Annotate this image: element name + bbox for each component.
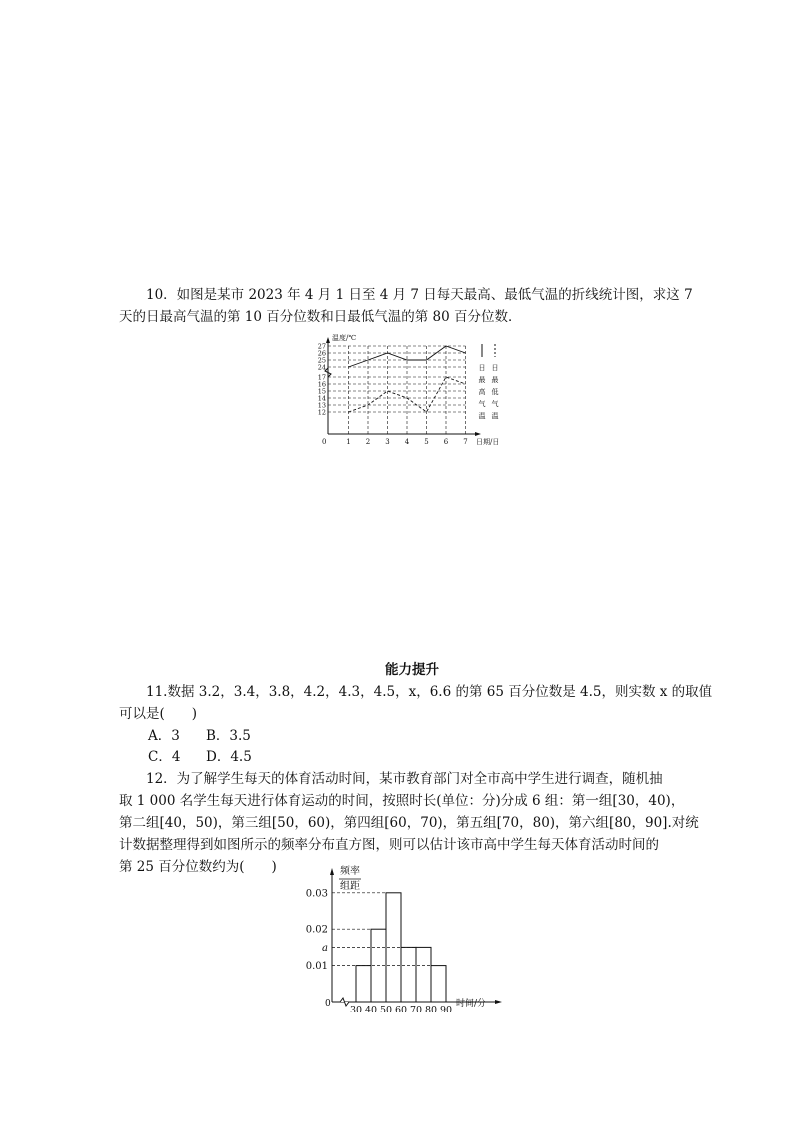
q11-option-c: C．4 [148, 749, 181, 765]
frequency-histogram [298, 862, 518, 1012]
c2-origin: 0 [325, 999, 331, 1009]
c1-xtick-label: 1 [346, 438, 351, 446]
c2-xtick-label: 60 [394, 1005, 408, 1012]
c2-ytick-label: 0.01 [305, 961, 328, 973]
q12-line1: 12．为了解学生每天的体育活动时间，某市教育部门对全市高中学生进行调查，随机抽 [146, 771, 663, 787]
c1-legend-char: 日 [491, 364, 499, 372]
c1-ytick-label: 25 [318, 356, 326, 365]
c1-xlabel: 日期/日 [476, 438, 500, 446]
c2-ytick-label: a [322, 942, 328, 954]
c1-ytick-label: 15 [318, 387, 326, 396]
c1-ytick-label: 24 [318, 363, 326, 372]
c2-ytick-label: 0.03 [305, 888, 328, 900]
c1-origin: 0 [322, 438, 327, 446]
c1-legend-char: 最 [478, 376, 486, 384]
q12-line3: 第二组[40，50)，第三组[50，60)，第四组[60，70)，第五组[70，80)，第六组[80，90].对统 [119, 815, 699, 831]
c2-bar [431, 966, 446, 1002]
c2-xtick-label: 30 [349, 1005, 363, 1012]
c1-xtick-label: 6 [443, 438, 449, 446]
c1-legend-char: 最 [491, 376, 499, 384]
c1-ytick-label: 26 [318, 349, 326, 358]
c2-xtick-label: 70 [409, 1005, 423, 1012]
c1-ytick-label: 12 [318, 408, 326, 417]
c1-legend-char: 低 [491, 388, 499, 396]
c1-legend-char: 日 [478, 364, 486, 372]
c1-xtick-label: 3 [385, 438, 390, 446]
q11-option-a: A．3 [148, 728, 180, 744]
c1-xtick-label: 2 [365, 438, 371, 446]
c1-legend-char: 高 [478, 388, 486, 396]
q11-option-b: B．3.5 [206, 728, 251, 744]
q11-line2: 可以是( ) [119, 706, 198, 722]
c2-ytick-label: 0.02 [305, 924, 328, 936]
q11-option-d: D．4.5 [206, 749, 252, 765]
c2-bar [416, 947, 431, 1002]
q10-line2: 天的日最高气温的第 10 百分位数和日最低气温的第 80 百分位数． [119, 309, 522, 325]
c1-legend-char: 气 [478, 400, 486, 408]
c2-bar [356, 966, 371, 1002]
c1-legend-char: 温 [478, 412, 486, 420]
q12-line5: 第 25 百分位数约为( ) [119, 859, 277, 875]
c1-ytick-label: 16 [318, 380, 326, 389]
c1-legend-char: 气 [491, 400, 499, 408]
c2-xtick-label: 40 [364, 1005, 378, 1012]
c1-ytick-label: 27 [318, 342, 326, 351]
c1-xtick-label: 5 [424, 438, 429, 446]
c1-ylabel: 温度/℃ [332, 334, 357, 342]
q12-line4: 计数据整理得到如图所示的频率分布直方图，则可以估计该市高中学生每天体育活动时间的 [119, 837, 659, 853]
temperature-line-chart [318, 332, 518, 452]
c1-ytick-label: 13 [318, 401, 326, 410]
q10-line1: 10．如图是某市 2023 年 4 月 1 日至 4 月 7 日每天最高、最低气温的折线统计图，求这 7 [146, 287, 693, 303]
c1-ytick-label: 14 [318, 394, 326, 403]
c1-xtick-label: 7 [463, 438, 468, 446]
c2-xtick-label: 50 [379, 1005, 393, 1012]
c1-legend-char: 温 [491, 412, 499, 420]
c2-bar [401, 947, 416, 1002]
c1-ytick-label: 17 [318, 373, 326, 382]
c1-xtick-label: 4 [404, 438, 410, 446]
c2-xtick-label: 80 [424, 1005, 438, 1012]
q12-line2: 取 1 000 名学生每天进行体育运动的时间，按照时长(单位：分)分成 6 组：第一组[30，40)， [119, 793, 685, 809]
section-title: 能力提升 [385, 662, 439, 678]
c2-ylabel-bottom: 组距 [340, 881, 360, 892]
c2-xtick-label: 90 [439, 1005, 453, 1012]
c2-xlabel: 时间/分 [456, 999, 487, 1009]
c2-ylabel-top: 频率 [340, 866, 360, 877]
q11-line1: 11.数据 3.2，3.4，3.8，4.2，4.3，4.5，x，6.6 的第 65 百分位数是 4.5，则实数 x 的取值 [146, 684, 713, 700]
